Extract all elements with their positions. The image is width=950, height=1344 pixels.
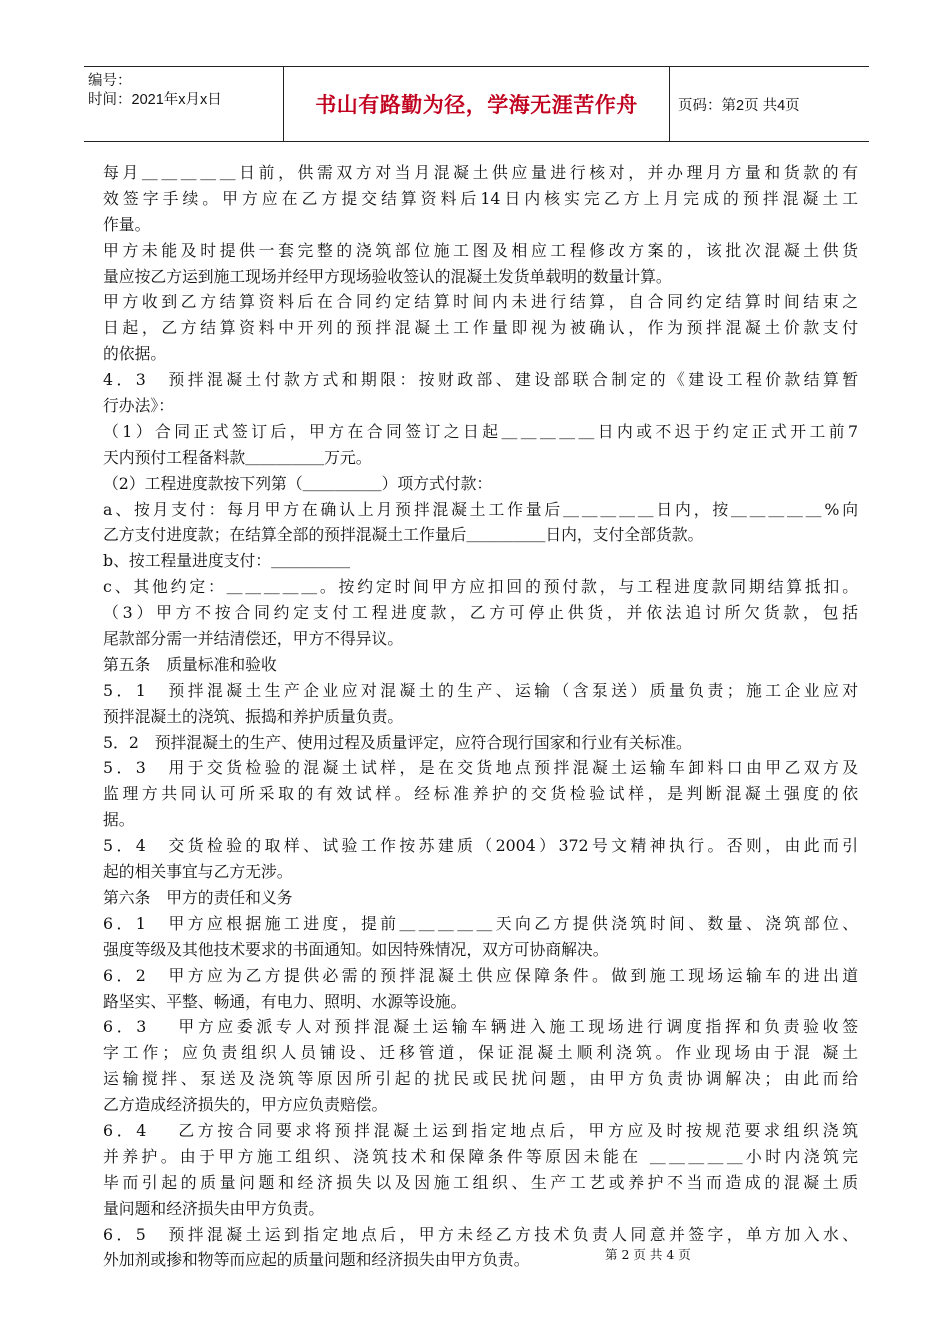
text-line: 运输搅拌、泵送及浇筑等原因所引起的扰民或民扰问题，由甲方负责协调解决；由此而给 (103, 1069, 858, 1089)
text-line: 作量。 (103, 214, 151, 234)
text-line: 第六条 甲方的责任和义务 (103, 887, 293, 907)
page-header (84, 66, 869, 142)
text-line: 甲方收到乙方结算资料后在合同约定结算时间内未进行结算，自合同约定结算时间结束之 (103, 292, 858, 312)
header-meta (84, 67, 284, 141)
text-line: 量问题和经济损失由甲方负责。 (103, 1198, 325, 1218)
text-line: 6．1 甲方应根据施工进度，提前＿＿＿＿＿天向乙方提供浇筑时间、数量、浇筑部位、 (103, 913, 858, 933)
text-line: 乙方造成经济损失的，甲方应负责赔偿。 (103, 1095, 388, 1115)
text-line: 监理方共同认可所采取的有效试样。经标准养护的交货检验试样，是判断混凝土强度的依 (103, 784, 858, 804)
text-line: 日起，乙方结算资料中开列的预拌混凝土工作量即视为被确认，作为预拌混凝土价款支付 (103, 318, 858, 338)
header-motto: 书山有路勤为径，学海无涯苦作舟 (315, 93, 638, 117)
document-body (103, 160, 858, 1273)
text-line: 5．2 预拌混凝土的生产、使用过程及质量评定，应符合现行国家和行业有关标准。 (103, 732, 692, 752)
text-line: c、其他约定：＿＿＿＿＿。按约定时间甲方应扣回的预付款，与工程进度款同期结算抵扣。 (103, 577, 858, 597)
header-motto-cell (284, 67, 670, 141)
text-line: 强度等级及其他技术要求的书面通知。如因特殊情况，双方可协商解决。 (103, 939, 609, 959)
header-page-number: 页码：第2页 共4页 (678, 97, 800, 114)
text-line: 路坚实、平整、畅通，有电力、照明、水源等设施。 (103, 991, 467, 1011)
text-line: 起的相关事宜与乙方无涉。 (103, 862, 293, 882)
text-line: 的依据。 (103, 344, 167, 364)
text-line: 外加剂或掺和物等而应起的质量问题和经济损失由甲方负责。 (103, 1250, 530, 1270)
text-line: 第五条 质量标准和验收 (103, 654, 277, 674)
text-line: 甲方未能及时提供一套完整的浇筑部位施工图及相应工程修改方案的，该批次混凝土供货 (103, 240, 858, 260)
text-line: 行办法》： (103, 396, 175, 416)
header-page-cell (670, 67, 869, 141)
text-line: 并养护。由于甲方施工组织、浇筑技术和保障条件等原因未能在 ＿＿＿＿＿小时内浇筑完 (103, 1146, 858, 1166)
text-line: 4．3 预拌混凝土付款方式和期限：按财政部、建设部联合制定的《建设工程价款结算暂 (103, 370, 858, 390)
text-line: （2）工程进度款按下列第（＿＿＿＿＿）项方式付款： (103, 473, 493, 493)
text-line: 6．3 甲方应委派专人对预拌混凝土运输车辆进入施工现场进行调度指挥和负责验收签 (103, 1017, 858, 1037)
text-line: 每月＿＿＿＿＿日前，供需双方对当月混凝土供应量进行核对，并办理月方量和货款的有 (103, 163, 858, 182)
text-line: （1）合同正式签订后，甲方在合同签订之日起＿＿＿＿＿日内或不迟于约定正式开工前7 (103, 421, 858, 441)
text-line: 6．2 甲方应为乙方提供必需的预拌混凝土供应保障条件。做到施工现场运输车的进出道 (103, 965, 858, 985)
document-number-label: 编号： (88, 73, 132, 89)
text-line: 尾款部分需一并结清偿还，甲方不得异议。 (103, 629, 404, 649)
document-date: 时间：2021年x月x日 (88, 92, 222, 108)
text-line: 天内预付工程备料款＿＿＿＿＿万元。 (103, 447, 372, 467)
text-line: 6．4 乙方按合同要求将预拌混凝土运到指定地点后，甲方应及时按规范要求组织浇筑 (103, 1120, 858, 1140)
text-line: 乙方支付进度款；在结算全部的预拌混凝土工作量后＿＿＿＿＿日内，支付全部货款。 (103, 525, 704, 545)
text-line: 毕而引起的质量问题和经济损失以及因施工组织、生产工艺或养护不当而造成的混凝土质 (103, 1172, 858, 1192)
text-line: 5．3 用于交货检验的混凝土试样，是在交货地点预拌混凝土运输车卸料口由甲乙双方及 (103, 758, 858, 778)
text-line: 6．5 预拌混凝土运到指定地点后，甲方未经乙方技术负责人同意并签字，单方加入水、 (103, 1224, 858, 1244)
text-line: 据。 (103, 810, 135, 830)
text-line: 预拌混凝土的浇筑、振捣和养护质量负责。 (103, 706, 404, 726)
text-line: 效签字手续。甲方应在乙方提交结算资料后14日内核实完乙方上月完成的预拌混凝土工 (103, 188, 858, 208)
text-line: a、按月支付：每月甲方在确认上月预拌混凝土工作量后＿＿＿＿＿日内，按＿＿＿＿＿%向 (103, 499, 858, 519)
text-line: 5．4 交货检验的取样、试验工作按苏建质（2004）372号文精神执行。否则，由此而引 (103, 836, 858, 856)
text-line: b、按工程量进度支付：＿＿＿＿＿ (103, 551, 351, 571)
text-line: 量应按乙方运到施工现场并经甲方现场验收签认的混凝土发货单载明的数量计算。 (103, 266, 672, 286)
text-line: 5．1 预拌混凝土生产企业应对混凝土的生产、运输（含泵送）质量负责；施工企业应对 (103, 680, 858, 700)
page-footer: 第 2 页 共 4 页 (605, 1247, 691, 1262)
text-line: （3）甲方不按合同约定支付工程进度款，乙方可停止供货，并依法追讨所欠货款，包括 (103, 603, 858, 623)
text-line: 字工作；应负责组织人员铺设、迁移管道，保证混凝土顺利浇筑。作业现场由于混 凝土 (103, 1043, 858, 1063)
